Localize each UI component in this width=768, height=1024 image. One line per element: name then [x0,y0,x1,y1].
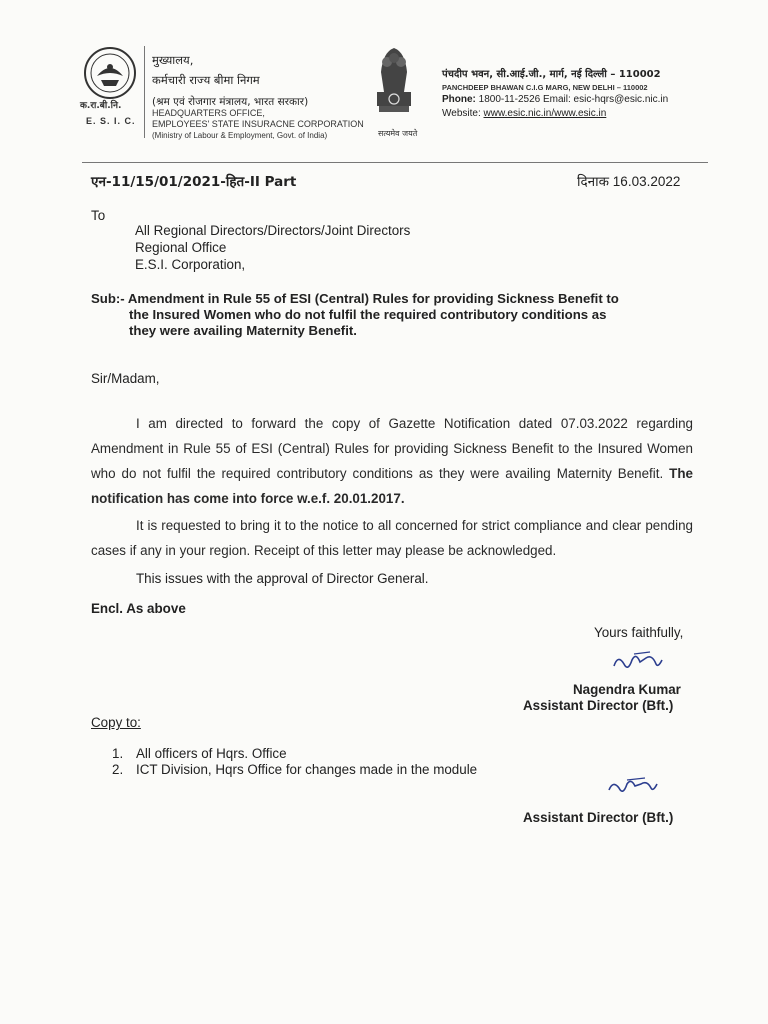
header-english-line1: HEADQUARTERS OFFICE, [152,108,265,118]
recipient-line: All Regional Directors/Directors/Joint Directors [135,223,411,238]
paragraph-1-text: I am directed to forward the copy of Gazette Notification dated 07.03.2022 regarding Amendment in Rule 55 of ESI (Central) Rules for providing Sickness Benefit to the Insured Women who do not fulfil the required contributory conditions as they were availing Maternity Benefit. [91,416,693,481]
website-label: Website: [442,108,481,119]
header-english-line3: (Ministry of Labour & Employment, Govt. of India) [152,131,328,140]
letter-date [577,172,680,190]
phone-value: 1800-11-2526 Email: esic-hqrs@esic.nic.in [478,94,669,105]
copy-to-item: 1. All officers of Hqrs. Office [112,746,287,761]
subject-line: Amendment in Rule 55 of ESI (Central) Rules for providing Sickness Benefit to [127,291,619,306]
subject-line: they were availing Maternity Benefit. [129,323,357,338]
address-hindi: पंचदीप भवन, सी.आई.जी., मार्ग, नई दिल्ली – 110002 [442,69,661,80]
date-label: दिनाक [577,174,610,190]
logo-english-caption: E. S. I. C. [86,116,136,126]
signature-2 [605,772,661,800]
enclosure-note: Encl. As above [91,601,186,616]
signature-1 [610,648,666,676]
website-link[interactable]: www.esic.nic.in/www.esic.in [483,108,607,119]
paragraph-2: It is requested to bring it to the notice to all concerned for strict compliance and clear pending cases if any in your region. Receipt of this letter may please be acknowledged. [91,518,693,558]
header-rule [82,162,708,163]
header-hindi-line3: (श्रम एवं रोजगार मंत्रालय, भारत सरकार) [152,96,309,108]
header-english-line2: EMPLOYEES' STATE INSURACNE CORPORATION [152,119,364,129]
signatory-title: Assistant Director (Bft.) [523,698,674,713]
signatory-name: Nagendra Kumar [573,682,681,697]
paragraph-3: This issues with the approval of Director General. [136,571,429,586]
phone-label: Phone: [442,94,476,105]
website-line [442,108,606,119]
emblem-motto: सत्यमेव जयते [378,129,418,138]
salutation: Sir/Madam, [91,371,160,386]
copy-to-list [112,746,477,778]
address-english: PANCHDEEP BHAWAN C.I.G MARG, NEW DELHI – 110002 [442,83,648,92]
copy-to-label: Copy to: [91,715,141,730]
second-signatory-title: Assistant Director (Bft.) [523,810,674,825]
paragraph-1-emphasis: The notification has come into force w.e.f. 20.01.2017. [91,466,693,506]
national-emblem [369,42,419,130]
paragraph-1 [91,411,693,511]
esic-logo [83,46,137,100]
date-value: 16.03.2022 [612,174,681,189]
subject-label: Sub:- [91,291,125,306]
recipient-line: E.S.I. Corporation, [135,257,246,272]
header-divider [144,46,145,138]
copy-to-item: 2. ICT Division, Hqrs Office for changes made in the module [112,762,478,777]
header-hindi-line1: मुख्यालय, [152,53,194,67]
reference-number: एन-11/15/01/2021-हित-II Part [91,174,297,190]
to-label: To [91,208,106,223]
closing: Yours faithfully, [594,625,684,640]
header-hindi-line2: कर्मचारी राज्य बीमा निगम [152,73,260,87]
recipient-line: Regional Office [135,240,227,255]
logo-hindi-caption: क.रा.बी.नि. [80,101,122,111]
phone-line [442,94,668,105]
subject [91,291,711,339]
subject-line: the Insured Women who do not fulfil the required contributory conditions as [129,307,607,322]
recipient-block [135,222,410,273]
